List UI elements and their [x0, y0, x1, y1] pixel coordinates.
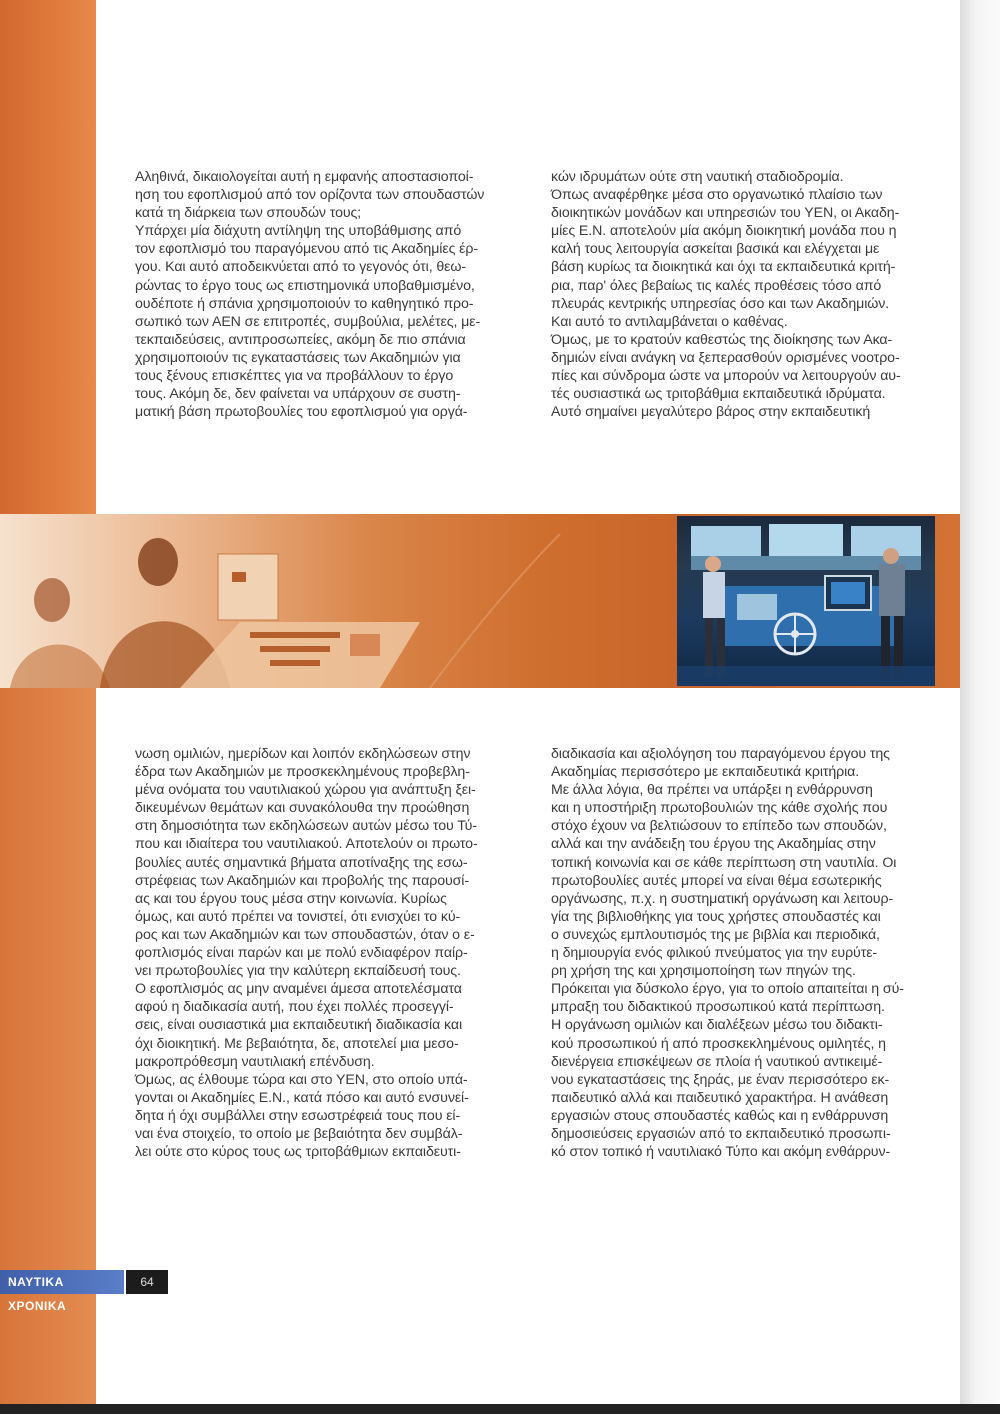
text-line: χρησιμοποιούν τις εγκαταστάσεις των Ακαδημιών για: [135, 349, 461, 366]
text-line: ο συνεχώς εμπλουτισμός της με βιβλία και περιοδικά,: [551, 926, 880, 943]
text-line: τον εφοπλισμό του παραγόμενου από τις Ακαδημίες έρ-: [135, 241, 478, 258]
text-column-bottom-right: [551, 745, 921, 1161]
text-column-top-left: [135, 168, 511, 421]
text-line: νωση ομιλιών, ημερίδων και λοιπόν εκδηλώσεων στην: [135, 746, 471, 762]
text-line: τεκπαιδεύσεις, αντιπροσωπείες, ακόμη δε πιο σπάνια: [135, 331, 466, 348]
text-line: ουδέποτε ή σπάνια χρησιμοποιούν το καθηγητικό προ-: [135, 295, 474, 312]
text-line: ρος και των Ακαδημιών και των σπουδαστών, όταν ο ε-: [135, 926, 475, 943]
text-line: Πρόκειται για δύσκολο έργο, για το οποίο απαιτείται η σύ-: [551, 981, 904, 998]
text-line: ναι ένα στοιχείο, το οποίο με βεβαιότητα δεν συμβάλ-: [135, 1125, 463, 1142]
text-line: όχι διοικητική. Με βεβαιότητα, δε, αποτελεί μια μεσο-: [135, 1035, 459, 1052]
text-line: βάση κυρίως τα διοικητικά και όχι τα εκπαιδευτικά κριτή-: [551, 259, 896, 276]
text-line: τους ξένους επισκέπτες για να προβάλλουν το έργο: [135, 368, 454, 385]
text-line: γου. Και αυτό αποδεικνύεται από το γεγονός ότι, θεω-: [135, 259, 467, 276]
text-line: βουλίες αυτές σημαντικά βήματα αποτίναξης της εσω-: [135, 854, 468, 871]
text-line: ρη χρήση της και χρησιμοποίηση των πηγών της.: [551, 963, 856, 980]
text-line: μένα ονόματα του ναυτιλιακού χώρου για ανάπτυξη ξει-: [135, 782, 476, 799]
text-line: Ακαδημίας περισσότερο με εκπαιδευτικά κριτήρια.: [551, 764, 860, 781]
text-line: οργάνωσης, π.χ. η συστηματική οργάνωση και λειτουρ-: [551, 890, 894, 907]
text-line: Και αυτό το αντιλαμβάνεται ο καθένας.: [551, 313, 788, 330]
text-line: κού προσωπικού ή από προσκεκλημένους ομιλητές, η: [551, 1035, 886, 1052]
text-line: αφού η διαδικασία αυτή, που έχει πολλές προσεγγί-: [135, 999, 454, 1016]
text-line: μπραξη του διδακτικού προσωπικού κατά περίπτωση.: [551, 999, 885, 1016]
text-line: μακροπρόθεσμη ναυτιλιακή επένδυση.: [135, 1053, 375, 1070]
magazine-title: ΝΑΥΤΙΚΑ ΧΡΟΝΙΚΑ: [0, 1270, 124, 1294]
text-line: Όπως αναφέρθηκε μέσα στο οργανωτικό πλαίσιο των: [551, 187, 883, 204]
text-line: ρια, παρ' όλες βεβαίως τις καλές προθέσεις τόσο από: [551, 277, 882, 294]
text-line: τοπική κοινωνία και σε κάθε περίπτωση στη ναυτιλία. Οι: [551, 854, 897, 871]
text-line: σωπικό των ΑΕΝ σε επιτροπές, συμβούλια, μελέτες, με-: [135, 313, 481, 330]
text-line: νου εγκαταστάσεις της ξηράς, με έναν περισσότερο εκ-: [551, 1071, 890, 1088]
text-line: κών ιδρυμάτων ούτε στη ναυτική σταδιοδρομία.: [551, 169, 844, 185]
text-line: δικευμένων θεμάτων και συνακόλουθα την προώθηση: [135, 800, 470, 817]
text-line: φοπλισμός είναι παρών και με πολύ ενδιαφέρον παίρ-: [135, 945, 468, 962]
text-line: κατά τη διάρκεια των σπουδών τους;: [135, 205, 362, 222]
text-line: που και ιδιαίτερα του ναυτιλιακού. Αποτελούν οι πρωτο-: [135, 836, 478, 853]
text-line: ας και του έργου τους μέσα στην κοινωνία. Κυρίως: [135, 890, 447, 907]
text-line: Όμως, ας έλθουμε τώρα και στο ΥΕΝ, στο οποίο υπά-: [135, 1071, 468, 1088]
text-line: έδρα των Ακαδημιών με προσκεκλημένους προβεβλη-: [135, 764, 470, 781]
text-line: γία της βιβλιοθήκης για τους χρήστες σπουδαστές και: [551, 908, 881, 925]
text-line: Υπάρχει μία διάχυτη αντίληψη της υποβάθμισης από: [135, 223, 462, 240]
text-line: κό στον τοπικό ή ναυτιλιακό Τύπο και ακόμη ενθάρρυν-: [551, 1144, 891, 1161]
scan-bottom-edge: [0, 1404, 1000, 1414]
text-line: Ο εφοπλισμός ας μην αναμένει άμεσα αποτελέσματα: [135, 981, 462, 998]
text-line: τους. Ακόμη δε, δεν φαίνεται να υπάρχουν σε συστη-: [135, 386, 461, 403]
text-column-bottom-left: [135, 745, 511, 1161]
text-line: δημιών είναι ανάγκη να ξεπερασθούν ορισμένες νοοτρο-: [551, 349, 900, 366]
text-line: καλή τους λειτουργία ασκείται βασικά και ελέγχεται με: [551, 241, 880, 258]
text-column-top-right: [551, 168, 921, 421]
text-line: πλευράς κεντρικής υπηρεσίας όσο και των Ακαδημιών.: [551, 295, 890, 312]
text-line: σεις, είναι ουσιαστικά μια εκπαιδευτική διαδικασία και: [135, 1017, 463, 1034]
text-line: Αυτό σημαίνει μεγαλύτερο βάρος στην εκπαιδευτική: [551, 404, 871, 421]
text-line: λει ούτε στο κύρος τους ως τριτοβάθμιων εκπαιδευτι-: [135, 1144, 461, 1161]
text-line: τές ουσιαστικά ως τριτοβάθμια εκπαιδευτικά ιδρύματα.: [551, 386, 886, 403]
text-line: ρώντας το έργο τους ως επιστημονικά υποβαθμισμένο,: [135, 277, 475, 294]
page-gutter-shadow: [960, 0, 1000, 1414]
text-line: διοικητικών μονάδων και υπηρεσιών του ΥΕΝ, οι Ακαδη-: [551, 205, 900, 222]
text-line: Όμως, με το κρατούν καθεστώς της διοίκησης των Ακα-: [551, 331, 893, 348]
text-line: στη δημοσιότητα των εκδηλώσεων αυτών μέσω του Τύ-: [135, 818, 477, 835]
text-line: δητα ή όχι συμβάλλει στην εσωστρέφειά τους που εί-: [135, 1107, 461, 1124]
text-line: διενέργεια επισκέψεων σε πλοία ή ναυτικού αντικειμέ-: [551, 1053, 883, 1070]
ship-simulator-photo: [677, 516, 935, 686]
page-number: 64: [126, 1270, 168, 1294]
text-line: ηση του εφοπλισμού από τον ορίζοντα των σπουδαστών: [135, 187, 485, 204]
text-line: στόχο έχουν να βελτιώσουν το επίπεδο των σπουδών,: [551, 818, 887, 835]
text-line: και η υποστήριξη πρωτοβουλιών της κάθε σχολής που: [551, 800, 888, 817]
text-line: αλλά και την ανάδειξη του έργου της Ακαδημίας στην: [551, 836, 876, 853]
text-line: Η οργάνωση ομιλιών και διαλέξεων μέσω του διδακτι-: [551, 1017, 883, 1034]
text-line: ματική βάση πρωτοβουλίες του εφοπλισμού για οργά-: [135, 404, 468, 421]
text-line: δημοσιεύσεις εργασιών από το εκπαιδευτικό προσωπι-: [551, 1125, 891, 1142]
text-line: πίες και σύνδρομα ώστε να μπορούν να λειτουργούν αυ-: [551, 368, 901, 385]
text-line: Αληθινά, δικαιολογείται αυτή η εμφανής αποστασιοποί-: [135, 169, 474, 185]
text-line: μίες Ε.Ν. αποτελούν μία ακόμη διοικητική μονάδα που η: [551, 223, 897, 240]
text-line: Με άλλα λόγια, θα πρέπει να υπάρξει η ενθάρρυνση: [551, 782, 873, 799]
text-line: όμως, και αυτό πρέπει να τονιστεί, ότι ενισχύει το κύ-: [135, 908, 461, 925]
text-line: γονται οι Ακαδημίες Ε.Ν., κατά πόσο και αυτό ενσυνεί-: [135, 1089, 469, 1106]
text-line: πρωτοβουλίες αυτές μπορεί να είναι θέμα εσωτερικής: [551, 872, 882, 889]
text-line: εργασιών στους σπουδαστές καθώς και η ενθάρρυνση: [551, 1107, 889, 1124]
text-line: νει πρωτοβουλίες για την καλύτερη εκπαίδευσή τους.: [135, 963, 461, 980]
text-line: διαδικασία και αξιολόγηση του παραγόμενου έργου της: [551, 746, 890, 762]
text-line: η δημιουργία ενός φιλικού πνεύματος για την ευρύτε-: [551, 945, 878, 962]
text-line: παιδευτικό αλλά και παιδευτικό χαρακτήρα. Η ανάθεση: [551, 1089, 889, 1106]
left-orange-margin: [0, 0, 96, 1414]
text-line: στρέφειας των Ακαδημιών και προβολής της παρουσί-: [135, 872, 469, 889]
